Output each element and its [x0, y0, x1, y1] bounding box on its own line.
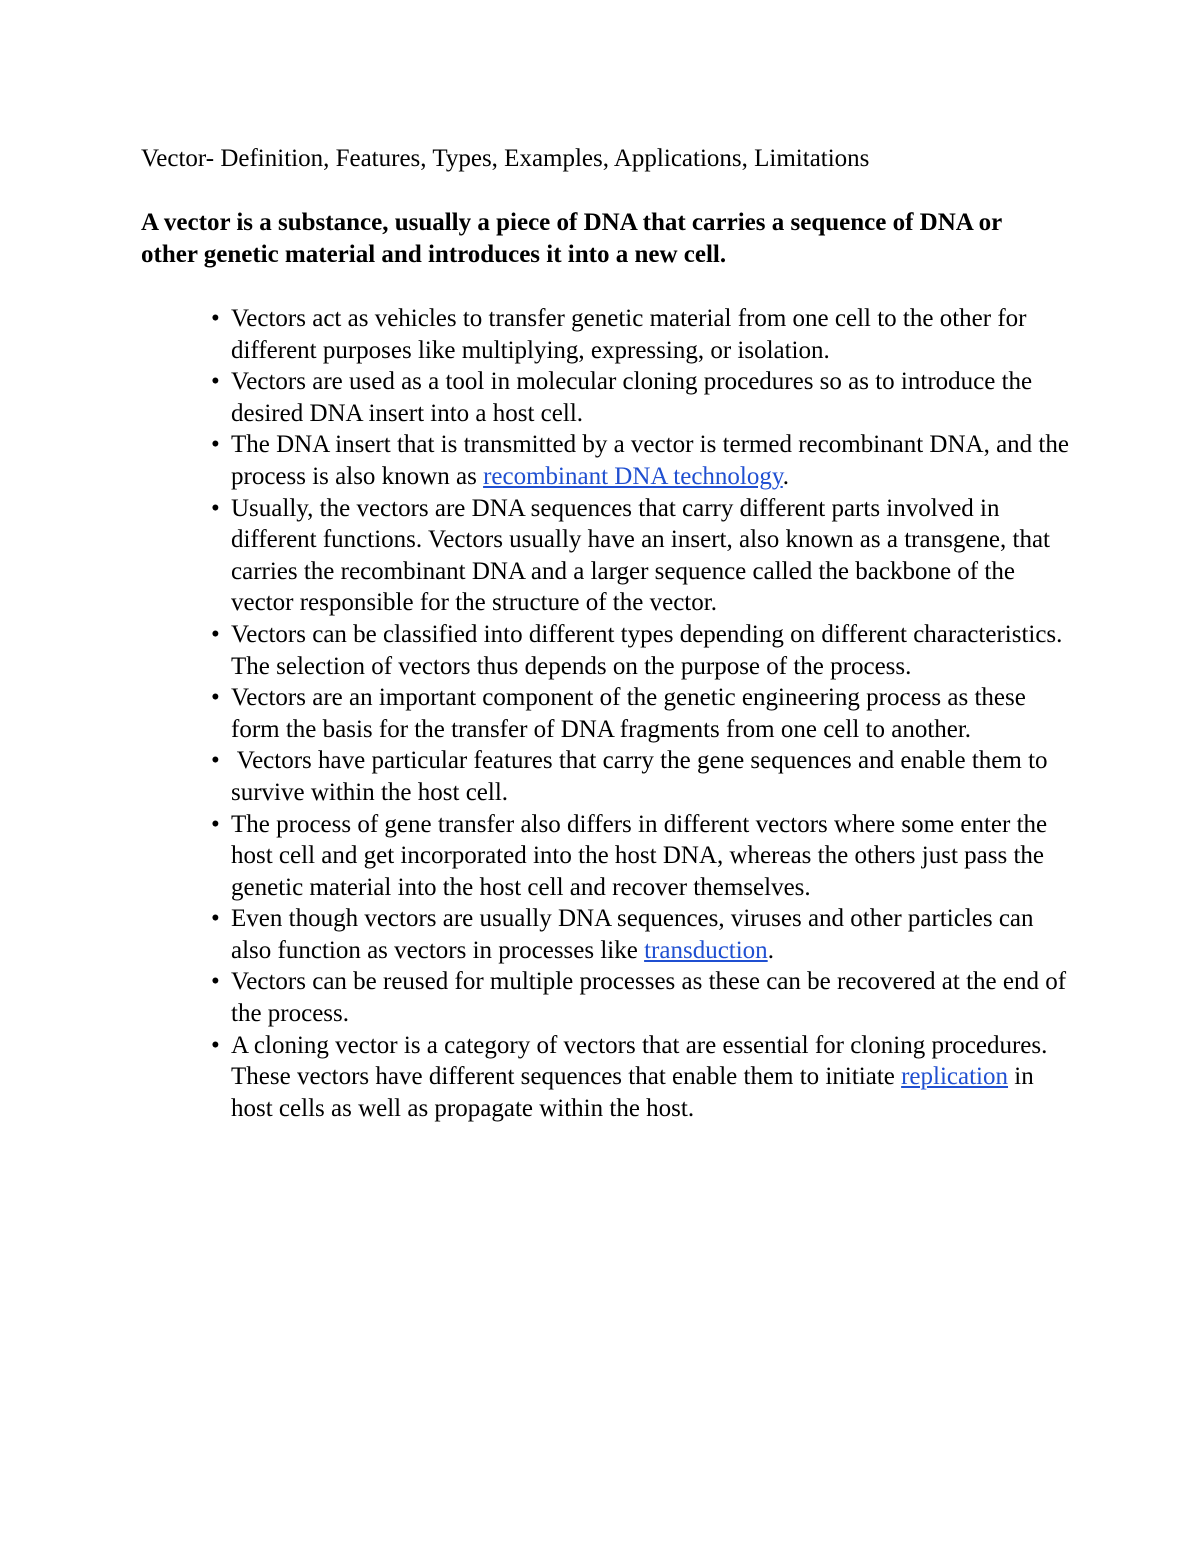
list-item: [193, 1030, 1073, 1125]
recombinant-dna-technology-link[interactable]: recombinant DNA technology: [483, 462, 783, 490]
list-item-text: Vectors can be reused for multiple processes as these can be recovered at the end of the process.: [231, 968, 1067, 1028]
list-item: [193, 809, 1073, 904]
list-item: [193, 493, 1073, 619]
list-item: [193, 429, 1073, 492]
bullet-dot: •: [211, 905, 220, 933]
list-item-text: A cloning vector is a category of vectors that are essential for cloning procedures. These vectors have different sequences that enable them to initiate: [231, 1031, 1048, 1091]
bullet-dot: •: [211, 747, 220, 775]
list-item-text-after: in host cells as well as propagate within the host.: [231, 1063, 1034, 1122]
list-item: [193, 682, 1073, 745]
bullet-dot: •: [211, 431, 220, 459]
list-item-text: Vectors are an important component of the genetic engineering process as these form the basis for the transfer of DNA fragments from one cell to another.: [231, 684, 1026, 743]
list-item-text: Vectors are used as a tool in molecular cloning procedures so as to introduce the desired DNA insert into a host cell.: [231, 368, 1033, 427]
bullet-dot: •: [211, 1031, 220, 1059]
document-title: Vector- Definition, Features, Types, Examples, Applications, Limitations: [141, 145, 870, 172]
list-item-text: Even though vectors are usually DNA sequences, viruses and other particles can also function as vectors in processes like: [231, 905, 1034, 964]
list-item-text: Vectors act as vehicles to transfer genetic material from one cell to the other for different purposes like multiplying, expressing, or isolation.: [231, 305, 1027, 364]
list-item-text: The DNA insert that is transmitted by a vector is termed recombinant DNA, and the process is also known as: [231, 431, 1069, 490]
list-item-text: Vectors have particular features that carry the gene sequences and enable them to survive within the host cell.: [231, 747, 1048, 806]
bullet-dot: •: [211, 368, 220, 396]
bullet-dot: •: [211, 494, 220, 522]
bullet-dot: •: [211, 810, 220, 838]
list-item-text: Usually, the vectors are DNA sequences that carry different parts involved in different functions. Vectors usually have an insert, also known as a transgene, that carries the recombinant DNA and a larger sequence called the backbone of the vector responsible for the structure of the vector.: [231, 494, 1050, 617]
list-item-text: Vectors can be classified into different types depending on different characteristics. The selection of vectors thus depends on the purpose of the process.: [231, 620, 1063, 680]
list-item-text-after: .: [767, 936, 774, 964]
list-item: [193, 903, 1073, 966]
bullet-dot: •: [211, 305, 220, 332]
bullet-list: [193, 303, 1073, 1124]
replication-link[interactable]: replication: [901, 1063, 1009, 1091]
list-item: [193, 303, 1073, 366]
list-item: [193, 745, 1073, 808]
lead-definition: A vector is a substance, usually a piece of DNA that carries a sequence of DNA or other genetic material and introduces it into a new cell.: [141, 209, 1002, 268]
list-item: [193, 619, 1073, 682]
bullet-dot: •: [211, 620, 220, 648]
bullet-dot: •: [211, 684, 220, 712]
transduction-link[interactable]: transduction: [644, 936, 768, 964]
list-item: [193, 966, 1073, 1029]
list-item: [193, 366, 1073, 429]
bullet-dot: •: [211, 968, 220, 996]
list-item-text: The process of gene transfer also differs in different vectors where some enter the host cell and get incorporated into the host DNA, whereas the others just pass the genetic material into the host cell and recover themselves.: [231, 810, 1048, 901]
list-item-text-after: .: [782, 462, 790, 490]
